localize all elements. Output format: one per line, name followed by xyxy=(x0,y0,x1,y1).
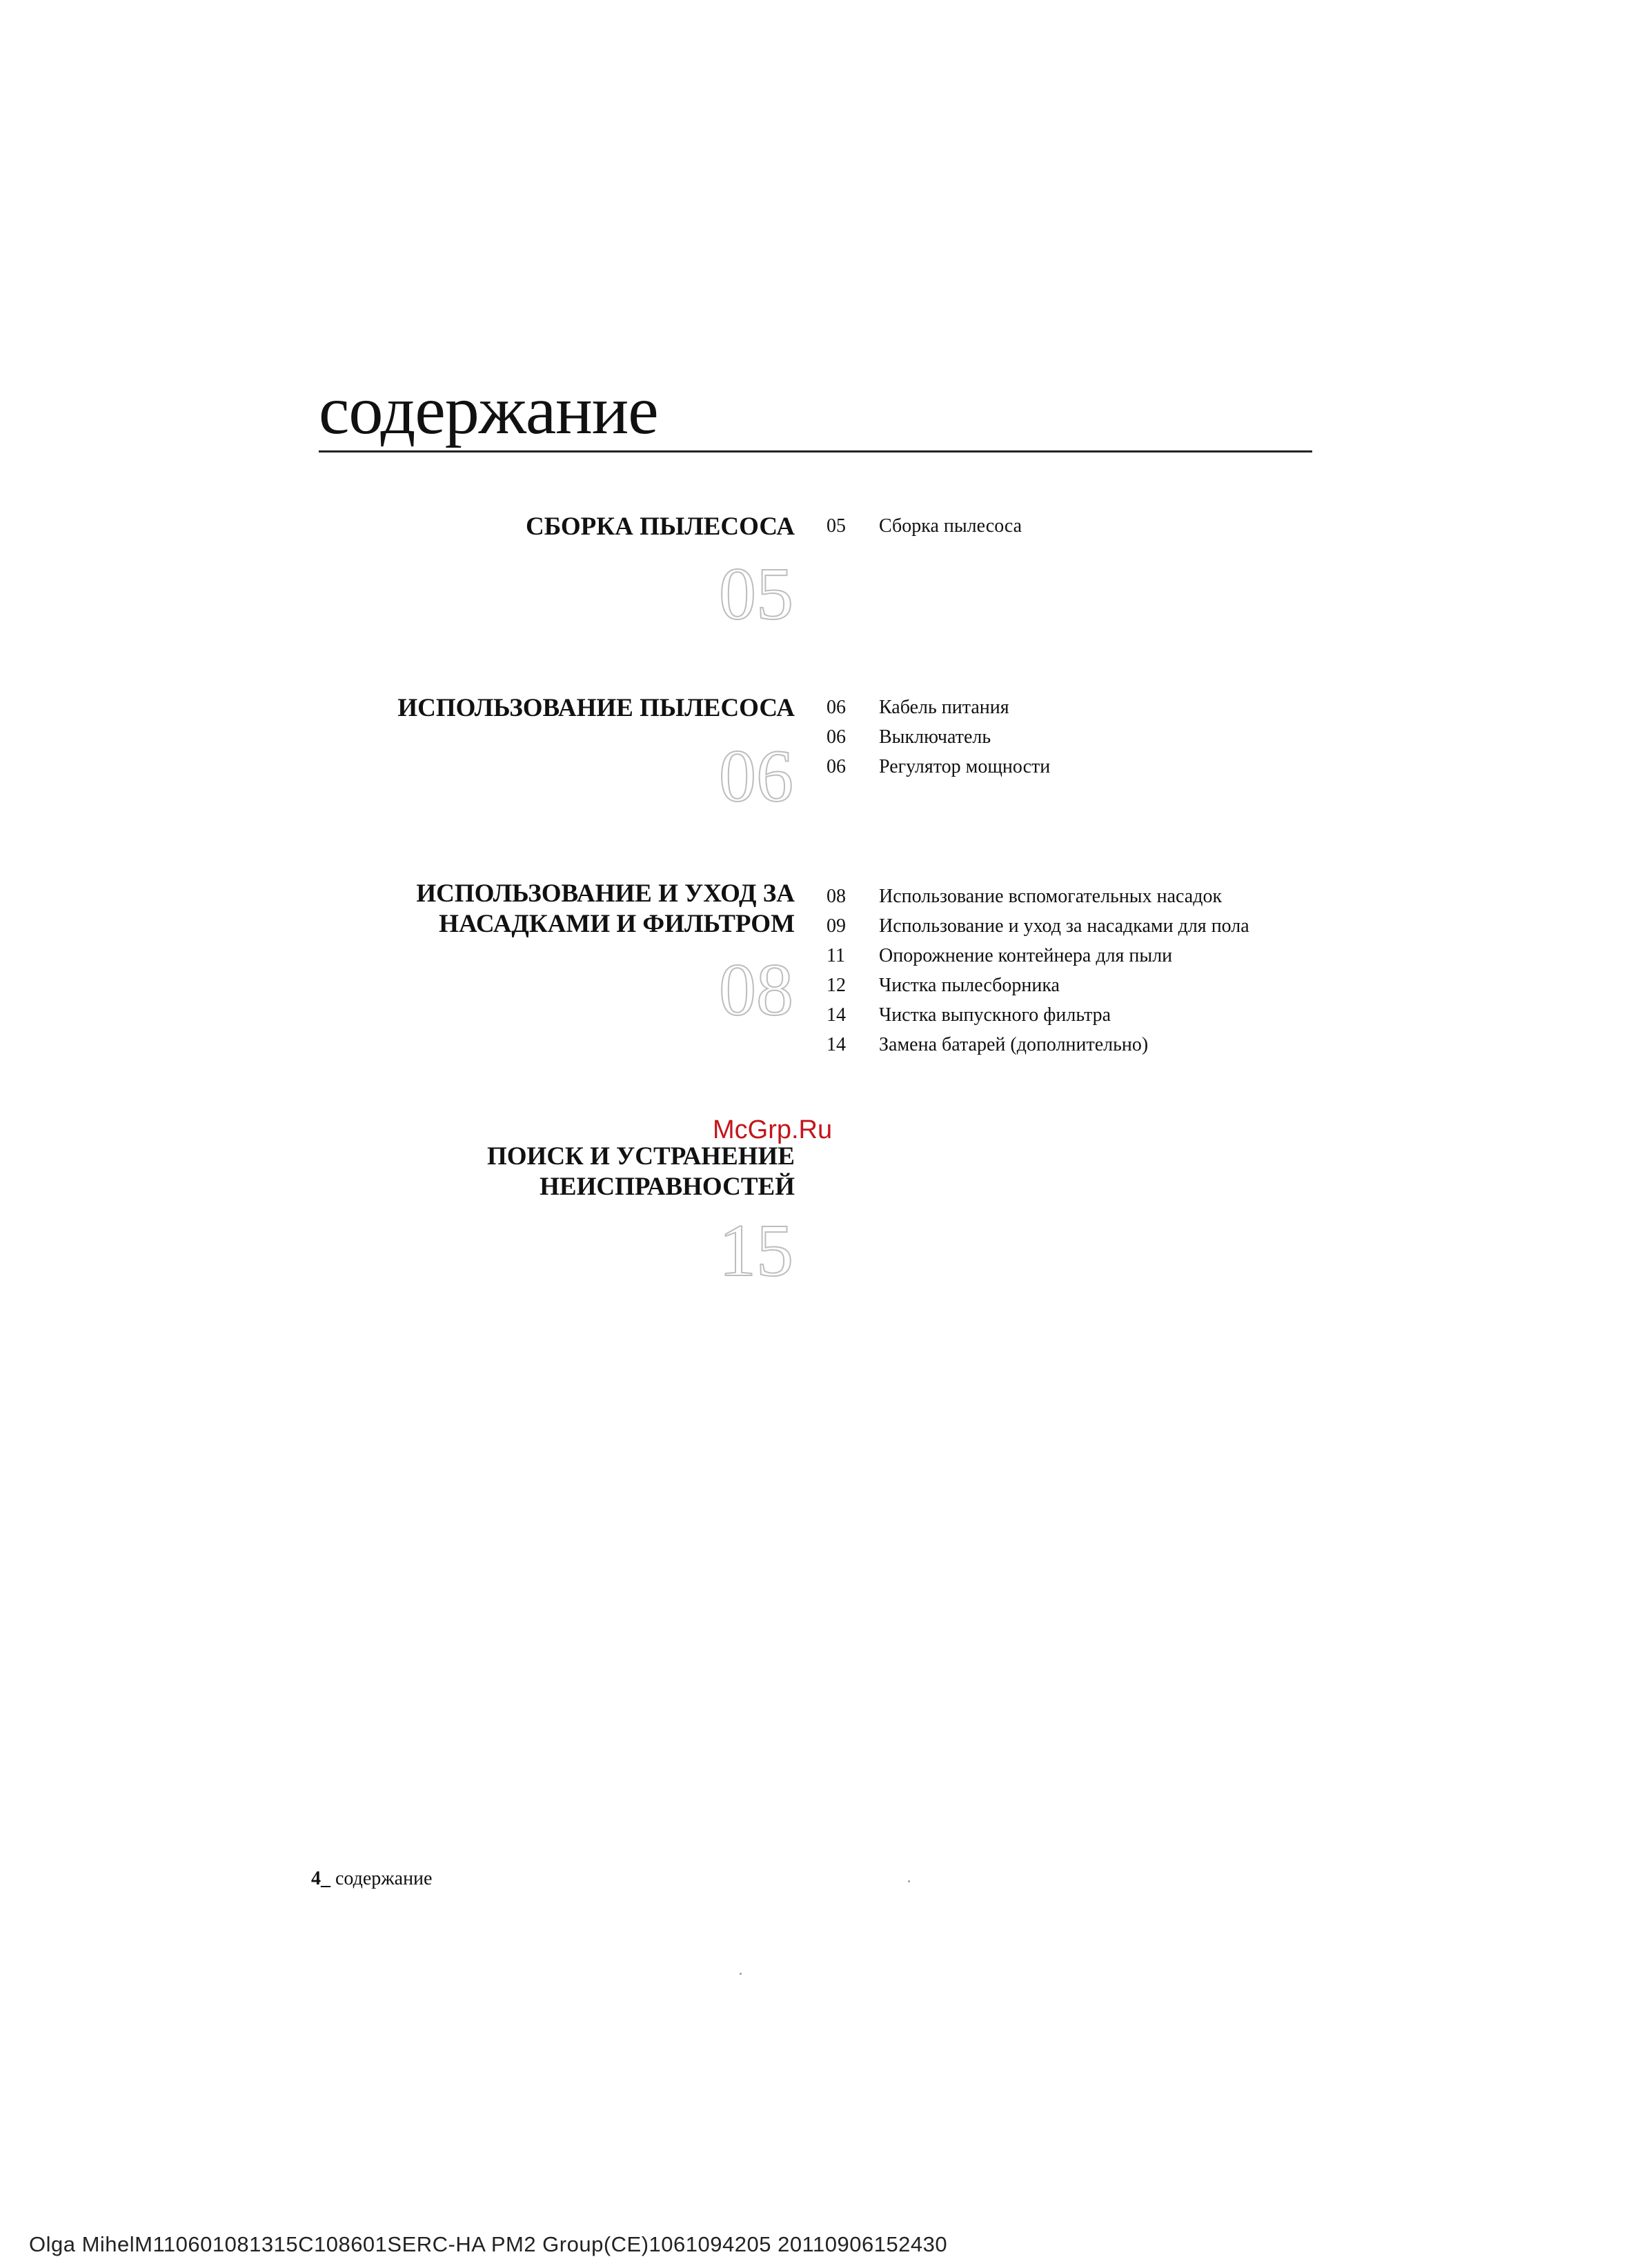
page-title: содержание xyxy=(319,372,658,448)
section-entries xyxy=(827,511,1022,541)
toc-entry-text: Регулятор мощности xyxy=(879,756,1051,777)
toc-entry-text: Кабель питания xyxy=(879,697,1009,718)
watermark: McGrp.Ru xyxy=(713,1115,833,1144)
toc-entry-page: 12 xyxy=(827,975,846,996)
toc-entry-page: 14 xyxy=(827,1034,846,1055)
section-heading xyxy=(397,693,795,724)
section-heading-line: ИСПОЛЬЗОВАНИЕ ПЫЛЕСОСА xyxy=(397,694,795,722)
toc-entry[interactable] xyxy=(827,882,1249,911)
toc-entry-text: Замена батарей (дополнительно) xyxy=(879,1034,1149,1055)
title-underline xyxy=(319,450,1312,452)
toc-entry[interactable] xyxy=(827,752,1050,782)
footer-page-number: 4_ xyxy=(311,1868,330,1889)
toc-entry-text: Чистка выпускного фильтра xyxy=(879,1004,1111,1026)
toc-entry[interactable] xyxy=(827,1000,1249,1030)
print-imprint-line: Olga MihelM110601081315C108601SERC-HA PM2 Group(CE)1061094205 20110906152430 xyxy=(29,2232,948,2256)
toc-entry[interactable] xyxy=(827,511,1022,541)
footer-label: содержание xyxy=(330,1868,433,1889)
toc-entry-page: 09 xyxy=(827,915,846,937)
section-heading-line: ПОИСК И УСТРАНЕНИЕ xyxy=(486,1142,795,1171)
section-entries xyxy=(827,882,1249,1060)
section-heading-line: ИСПОЛЬЗОВАНИЕ И УХОД ЗА xyxy=(416,879,795,908)
toc-entry-page: 11 xyxy=(827,945,845,966)
scan-speck xyxy=(908,1880,910,1882)
section-heading xyxy=(526,512,795,542)
section-heading xyxy=(416,879,795,939)
toc-entry[interactable] xyxy=(827,693,1050,722)
section-number: 08 xyxy=(719,949,793,1031)
page-footer xyxy=(311,1868,432,1890)
toc-entry[interactable] xyxy=(827,971,1249,1000)
toc-entry-page: 06 xyxy=(827,726,846,748)
toc-entry-text: Сборка пылесоса xyxy=(879,515,1022,537)
toc-entry-page: 14 xyxy=(827,1004,846,1026)
section-number: 06 xyxy=(719,735,793,817)
toc-entry-text: Чистка пылесборника xyxy=(879,975,1060,996)
toc-entry-text: Опорожнение контейнера для пыли xyxy=(879,945,1173,966)
toc-entry-page: 06 xyxy=(827,697,846,718)
section-heading-line: НАСАДКАМИ И ФИЛЬТРОМ xyxy=(439,910,795,938)
section-entries xyxy=(827,693,1050,782)
section-heading xyxy=(487,1142,795,1202)
toc-entry[interactable] xyxy=(827,911,1249,941)
section-heading-line: НЕИСПРАВНОСТЕЙ xyxy=(540,1173,795,1201)
section-heading-line: СБОРКА ПЫЛЕСОСА xyxy=(525,513,795,541)
toc-entry-text: Выключатель xyxy=(879,726,991,748)
toc-entry-page: 08 xyxy=(827,886,846,907)
toc-entry-text: Использование вспомогательных насадок xyxy=(879,886,1223,907)
toc-entry[interactable] xyxy=(827,722,1050,752)
toc-entry[interactable] xyxy=(827,1030,1249,1060)
toc-entry-page: 05 xyxy=(827,515,846,537)
toc-entry-text: Использование и уход за насадками для пола xyxy=(879,915,1249,937)
section-number: 15 xyxy=(719,1210,793,1292)
section-number: 05 xyxy=(719,553,793,635)
toc-entry-page: 06 xyxy=(827,756,846,777)
toc-entry[interactable] xyxy=(827,941,1249,971)
scan-speck xyxy=(740,1973,742,1975)
